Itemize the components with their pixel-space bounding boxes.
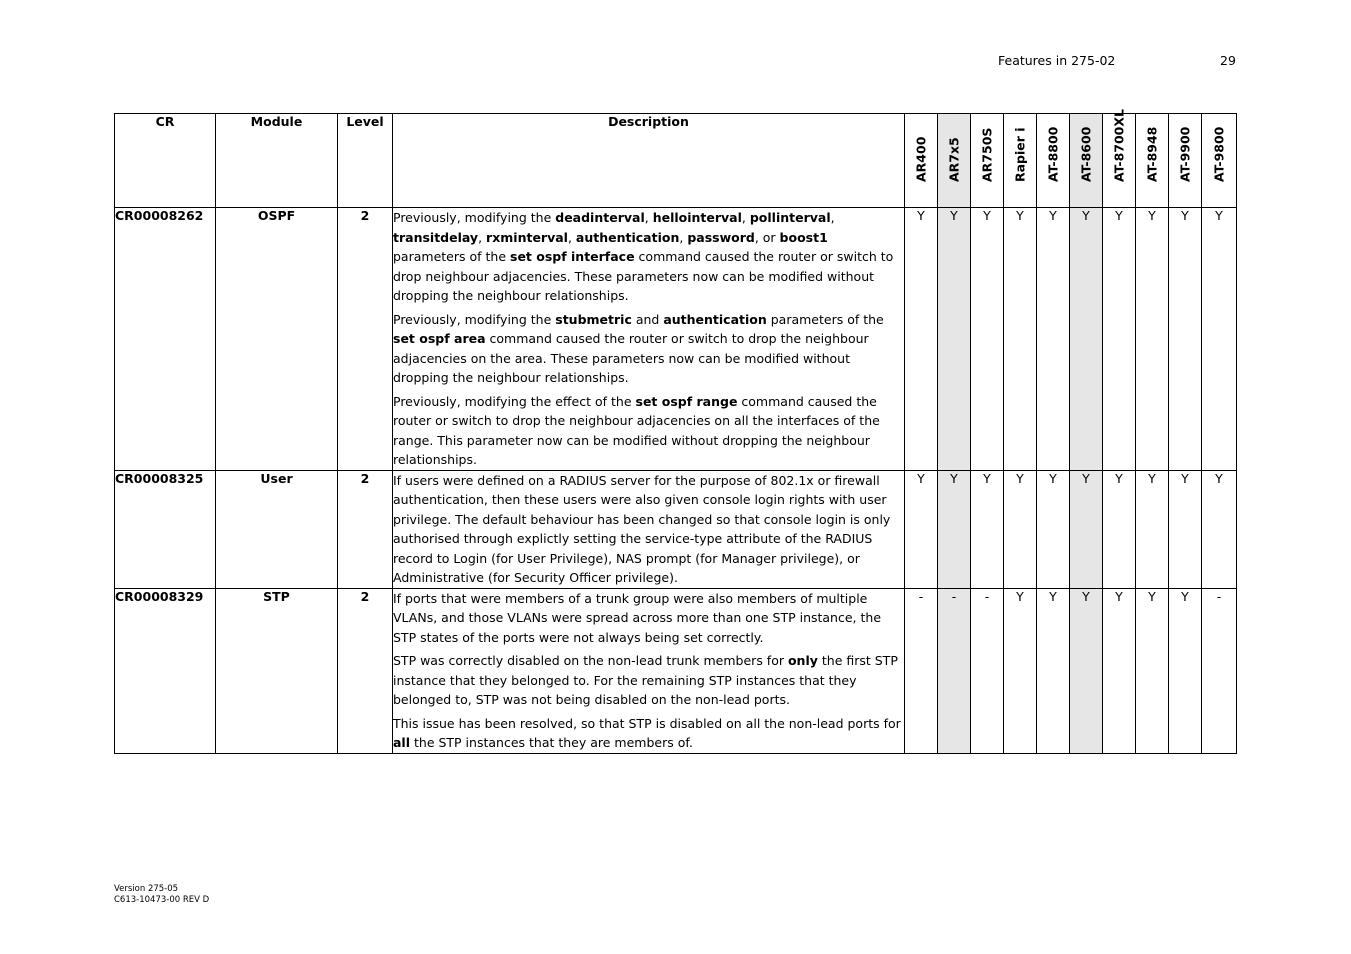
support-cell: - [905, 588, 938, 753]
header-row [115, 114, 1237, 208]
bold-term: rxminterval [486, 229, 568, 245]
description-paragraph [393, 392, 904, 470]
bold-term: password [687, 229, 755, 245]
module-name: User [216, 470, 338, 588]
description-text: the first STP instance that they belonged to. For the remaining STP instances that they belonged to, STP was not being disabled on the non-lead ports. [393, 653, 898, 707]
col-header-product: AT-8800 [1037, 114, 1070, 208]
bold-term: stubmetric [555, 311, 632, 327]
cr-number: CR00008262 [115, 208, 216, 471]
table-row [115, 208, 1237, 471]
page-footer [114, 884, 209, 906]
support-cell: Y [1169, 208, 1202, 471]
description-text: parameters of the [393, 249, 510, 264]
description-text: command caused the router or switch to drop the neighbour adjacencies on the area. These parameters now can be modified without dropping the neighbour relationships. [393, 331, 869, 385]
col-header-module: Module [216, 114, 338, 208]
description-text: command caused the router or switch to drop neighbour adjacencies. These parameters now can be modified without dropping the neighbour relationships. [393, 249, 894, 303]
bold-term: only [787, 653, 818, 668]
support-cell: Y [1169, 470, 1202, 588]
description-paragraph [393, 589, 904, 648]
description-text: This issue has been resolved, so that STP is disabled on all the non-lead ports for [393, 715, 901, 731]
col-header-product: AT-9900 [1169, 114, 1202, 208]
support-cell: Y [905, 208, 938, 471]
bold-term: set ospf interface [510, 249, 635, 264]
support-cell: Y [971, 208, 1004, 471]
description-paragraph [393, 651, 904, 710]
col-header-product: AT-9800 [1202, 114, 1237, 208]
running-header-section: Features in 275-02 [998, 53, 1116, 68]
page-number: 29 [1220, 53, 1236, 68]
col-header-description: Description [393, 114, 905, 208]
bold-term: authentication [575, 229, 680, 245]
support-cell: Y [1103, 470, 1136, 588]
level-value: 2 [338, 588, 393, 753]
description-text: parameters of the [766, 311, 884, 327]
footer-doc-id: C613-10473-00 REV D [114, 895, 210, 905]
support-cell: Y [1004, 208, 1037, 471]
bold-term: pollinterval [749, 210, 831, 225]
module-name: STP [216, 588, 338, 753]
support-cell: Y [1070, 208, 1103, 471]
level-value: 2 [338, 470, 393, 588]
description-text: , [478, 229, 487, 245]
cr-features-table [114, 109, 1237, 754]
support-cell: - [938, 588, 971, 753]
description-text: Previously, modifying the [393, 311, 556, 327]
support-cell: - [1202, 588, 1237, 753]
support-cell: Y [938, 470, 971, 588]
description-text: If users were defined on a RADIUS server for the purpose of 802.1x or firewall authentication, then these users were also given console login rights with user privilege. The default behaviour has been changed so that console login is only authorised through explictly setting the service-type attribute of the RADIUS record to Login (for User Privilege), NAS prompt (for Manager privilege), or Administrative (for Security Officer privilege). [393, 472, 891, 585]
bold-term: authentication [663, 311, 767, 327]
col-header-product: AT-8600 [1070, 114, 1103, 208]
description-paragraph [393, 471, 904, 588]
description-paragraph [393, 208, 904, 306]
description-paragraph [393, 310, 904, 388]
support-cell: Y [971, 470, 1004, 588]
support-cell: Y [1070, 470, 1103, 588]
description-cell [393, 588, 905, 753]
bold-term: set ospf range [635, 393, 738, 409]
bold-term: all [393, 735, 411, 750]
support-cell: Y [938, 208, 971, 471]
col-header-product: AT-8700XL [1103, 114, 1136, 208]
col-header-level: Level [338, 114, 393, 208]
support-cell: Y [1037, 208, 1070, 471]
bold-term: deadinterval [555, 210, 645, 225]
module-name: OSPF [216, 208, 338, 471]
description-paragraph [393, 714, 904, 753]
description-text: , [679, 229, 688, 245]
support-cell: Y [905, 470, 938, 588]
description-cell [393, 208, 905, 471]
support-cell: Y [1037, 470, 1070, 588]
col-header-product: AR7x5 [938, 114, 971, 208]
support-cell: - [971, 588, 1004, 753]
description-text: , [741, 210, 750, 225]
table-row [115, 588, 1237, 753]
description-text: command caused the router or switch to drop the neighbour adjacencies on all the interfaces of the range. This parameter now can be modified without dropping the neighbour relationships. [393, 393, 880, 467]
level-value: 2 [338, 208, 393, 471]
support-cell: Y [1004, 470, 1037, 588]
support-cell: Y [1169, 588, 1202, 753]
description-text: Previously, modifying the [393, 210, 556, 225]
support-cell: Y [1202, 470, 1237, 588]
support-cell: Y [1202, 208, 1237, 471]
footer-version: Version 275-05 [114, 884, 179, 894]
support-cell: Y [1004, 588, 1037, 753]
description-text: , [830, 210, 835, 225]
bold-term: boost1 [779, 229, 828, 245]
description-text: STP was correctly disabled on the non-lead trunk members for [393, 653, 788, 668]
description-text: and [631, 311, 664, 327]
bold-term: hellointerval [652, 210, 742, 225]
description-text: , [644, 210, 653, 225]
support-cell: Y [1103, 588, 1136, 753]
description-text: Previously, modifying the effect of the [393, 393, 636, 409]
support-cell: Y [1070, 588, 1103, 753]
bold-term: set ospf area [393, 331, 486, 346]
col-header-product: AR400 [905, 114, 938, 208]
description-text: , or [754, 229, 780, 245]
description-text: If ports that were members of a trunk group were also members of multiple VLANs, and those VLANs were spread across more than one STP instance, the STP states of the ports were not always being set correctly. [393, 590, 882, 645]
col-header-cr: CR [115, 114, 216, 208]
description-cell [393, 470, 905, 588]
bold-term: transitdelay [393, 229, 479, 245]
table-row [115, 470, 1237, 588]
description-text: , [567, 229, 576, 245]
support-cell: Y [1136, 588, 1169, 753]
support-cell: Y [1103, 208, 1136, 471]
description-text: the STP instances that they are members of. [410, 735, 693, 750]
support-cell: Y [1136, 470, 1169, 588]
cr-number: CR00008325 [115, 470, 216, 588]
col-header-product: AT-8948 [1136, 114, 1169, 208]
support-cell: Y [1136, 208, 1169, 471]
support-cell: Y [1037, 588, 1070, 753]
col-header-product: AR750S [971, 114, 1004, 208]
col-header-product: Rapier i [1004, 114, 1037, 208]
cr-number: CR00008329 [115, 588, 216, 753]
